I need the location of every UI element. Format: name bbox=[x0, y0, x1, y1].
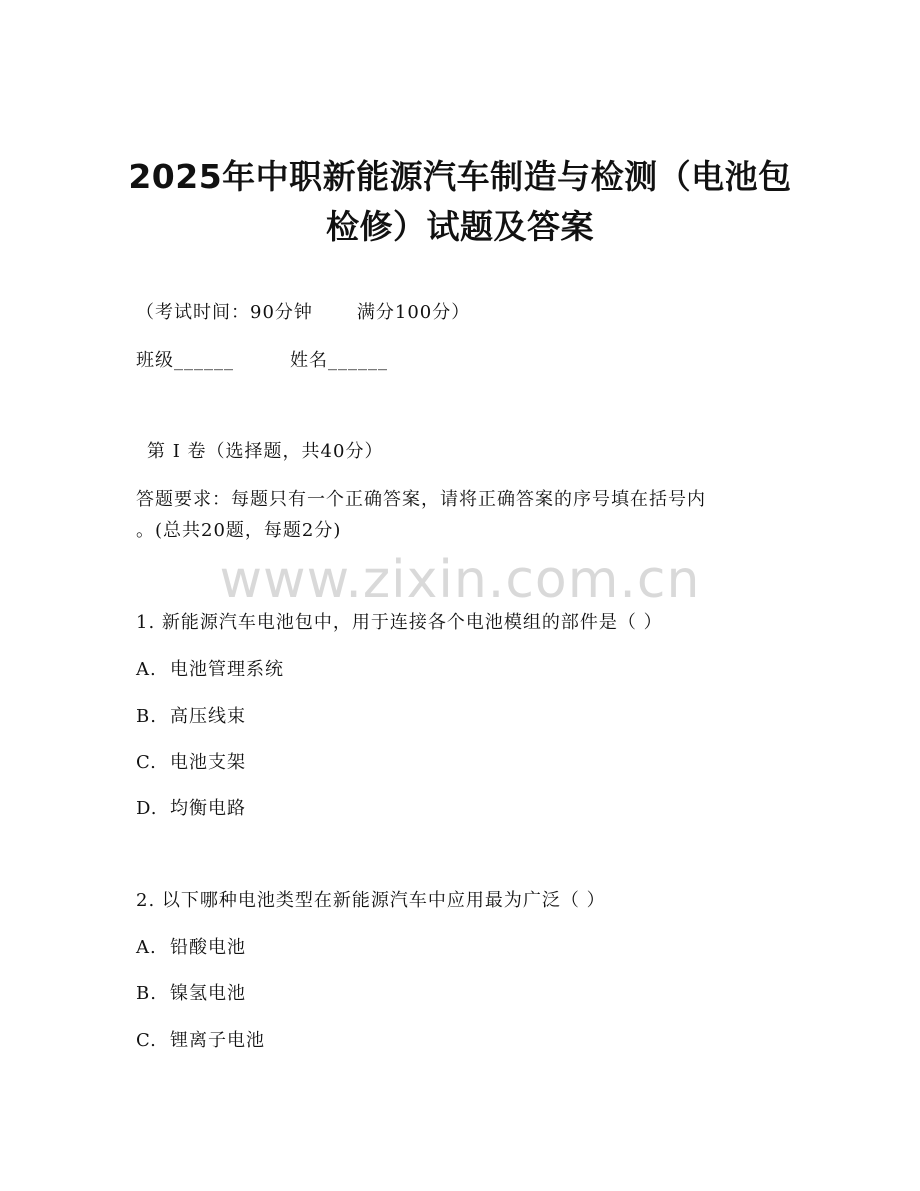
instruction-line-1: 答题要求：每题只有一个正确答案，请将正确答案的序号填在括号内 bbox=[136, 489, 706, 510]
name-field: 姓名______ bbox=[290, 350, 388, 371]
question-1-stem: 1. 新能源汽车电池包中，用于连接各个电池模组的部件是（ ） bbox=[136, 612, 663, 633]
option-key: A. bbox=[136, 937, 157, 958]
title-line-1: 2025年中职新能源汽车制造与检测（电池包 bbox=[128, 157, 792, 196]
class-field: 班级______ bbox=[136, 350, 234, 371]
exam-time: （考试时间：90分钟 bbox=[136, 302, 313, 323]
question-1-option-a bbox=[136, 657, 284, 683]
option-text: 均衡电路 bbox=[170, 798, 246, 819]
exam-info bbox=[136, 300, 470, 326]
option-key: D. bbox=[136, 798, 158, 819]
option-key: C. bbox=[136, 752, 157, 773]
question-2-option-c bbox=[136, 1028, 265, 1054]
option-text: 电池管理系统 bbox=[170, 659, 284, 680]
option-key: C. bbox=[136, 1030, 157, 1051]
option-key: A. bbox=[136, 659, 157, 680]
instruction-line-2: 。(总共20题，每题2分) bbox=[136, 520, 342, 541]
watermark: www.zixin.com.cn bbox=[219, 550, 701, 610]
document-title bbox=[60, 152, 860, 252]
option-text: 镍氢电池 bbox=[170, 983, 246, 1004]
option-text: 铅酸电池 bbox=[170, 937, 246, 958]
student-info bbox=[136, 348, 388, 374]
question-2-option-b bbox=[136, 981, 246, 1007]
option-text: 电池支架 bbox=[170, 752, 246, 773]
question-1-option-d bbox=[136, 796, 246, 822]
title-line-2: 检修）试题及答案 bbox=[326, 207, 594, 246]
question-2-option-a bbox=[136, 935, 246, 961]
option-text: 锂离子电池 bbox=[170, 1030, 265, 1051]
question-1-option-b bbox=[136, 704, 246, 730]
option-text: 高压线束 bbox=[170, 706, 246, 727]
option-key: B. bbox=[136, 706, 157, 727]
full-score: 满分100分） bbox=[356, 302, 471, 323]
question-1-option-c bbox=[136, 750, 246, 776]
question-2-stem: 2. 以下哪种电池类型在新能源汽车中应用最为广泛（ ） bbox=[136, 890, 606, 911]
option-key: B. bbox=[136, 983, 157, 1004]
section-title: 第 I 卷（选择题，共40分） bbox=[147, 441, 384, 462]
